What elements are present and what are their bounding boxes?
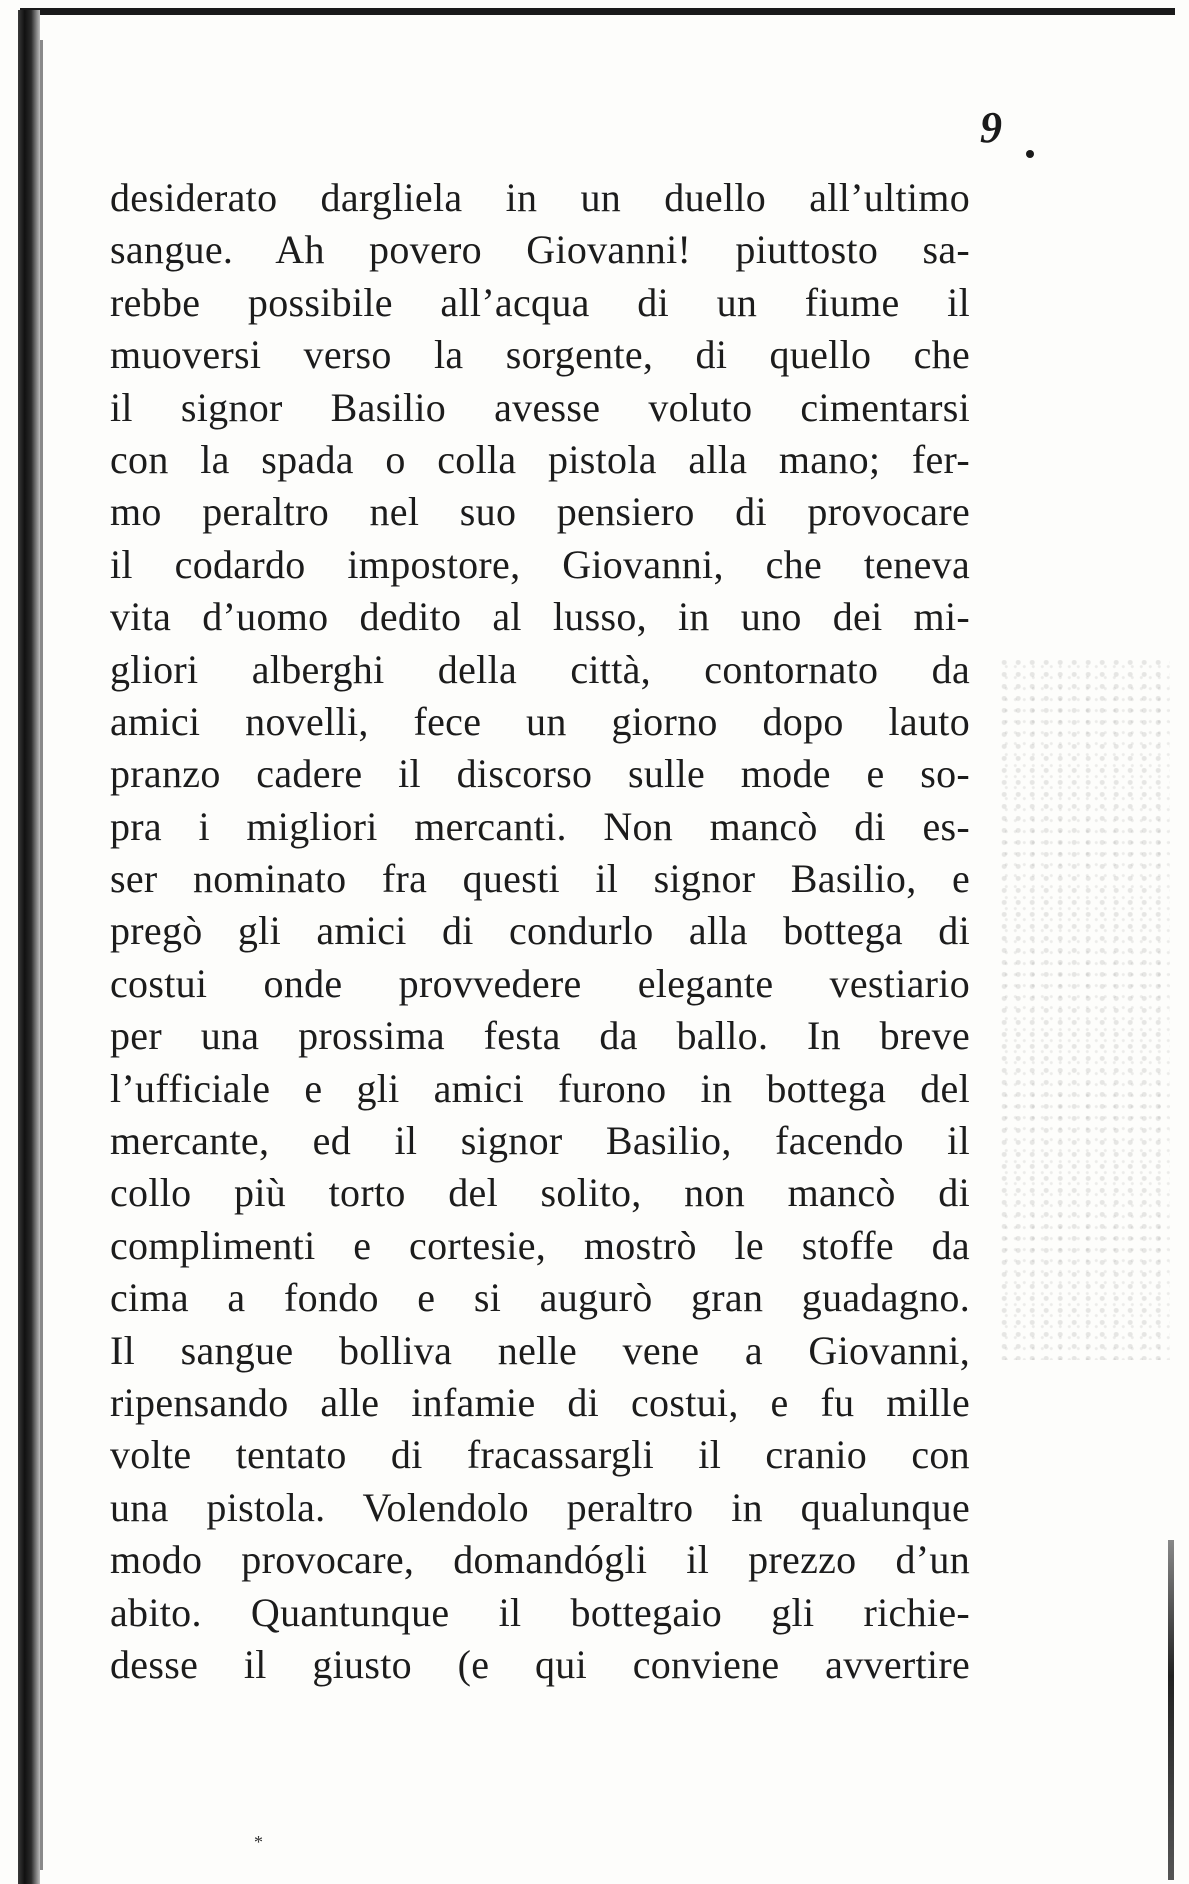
text-line: desiderato dargliela in un duello all’ultimo xyxy=(110,175,970,220)
text-line: sangue. Ah povero Giovanni! piuttosto sa- xyxy=(110,227,970,273)
text-line: pra i migliori mercanti. Non mancò di es- xyxy=(110,803,970,849)
text-line: costui onde provvedere elegante vestiario xyxy=(110,960,970,1006)
body-text xyxy=(110,172,970,1691)
page-edge-line xyxy=(40,40,43,1870)
page-number: 9 xyxy=(980,103,1002,152)
text-line: l’ufficiale e gli amici furono in bottega del xyxy=(110,1065,970,1111)
page-number-dot xyxy=(1026,150,1034,158)
text-line: pranzo cadere il discorso sulle mode e so- xyxy=(110,751,970,797)
text-line: abito. Quantunque il bottegaio gli richie- xyxy=(110,1589,970,1635)
top-border-rule xyxy=(20,8,1175,15)
text-line: desse il giusto (e qui conviene avvertire xyxy=(110,1641,970,1687)
text-line: volte tentato di fracassargli il cranio con xyxy=(110,1432,970,1478)
text-line: il codardo impostore, Giovanni, che teneva xyxy=(110,541,970,587)
text-line: con la spada o colla pistola alla mano; fer- xyxy=(110,436,970,482)
text-line: rebbe possibile all’acqua di un fiume il xyxy=(110,279,970,325)
text-line: vita d’uomo dedito al lusso, in uno dei mi- xyxy=(110,594,970,640)
text-line: ripensando alle infamie di costui, e fu mille xyxy=(110,1379,970,1425)
text-line: pregò gli amici di condurlo alla bottega di xyxy=(110,908,970,954)
text-line: amici novelli, fece un giorno dopo lauto xyxy=(110,698,970,744)
text-line: mercante, ed il signor Basilio, facendo il xyxy=(110,1118,970,1164)
text-line: per una prossima festa da ballo. In breve xyxy=(110,1013,970,1059)
text-line: modo provocare, domandógli il prezzo d’un xyxy=(110,1537,970,1583)
text-line: Il sangue bolliva nelle vene a Giovanni, xyxy=(110,1327,970,1373)
text-line: una pistola. Volendolo peraltro in qualunque xyxy=(110,1484,970,1530)
scan-noise-area xyxy=(1000,660,1170,1360)
text-line: complimenti e cortesie, mostrò le stoffe da xyxy=(110,1222,970,1268)
text-line: mo peraltro nel suo pensiero di provocare xyxy=(110,489,970,535)
right-page-edge xyxy=(1168,1540,1174,1880)
text-line: il signor Basilio avesse voluto cimentarsi xyxy=(110,384,970,430)
text-line: ser nominato fra questi il signor Basilio, e xyxy=(110,856,970,902)
text-line: collo più torto del solito, non mancò di xyxy=(110,1170,970,1216)
text-line: cima a fondo e si augurò gran guadagno. xyxy=(110,1275,970,1321)
text-line: muoversi verso la sorgente, di quello che xyxy=(110,332,970,378)
page-binding-edge xyxy=(18,10,40,1884)
print-speck: * xyxy=(254,1832,263,1852)
text-line: gliori alberghi della città, contornato da xyxy=(110,646,970,692)
